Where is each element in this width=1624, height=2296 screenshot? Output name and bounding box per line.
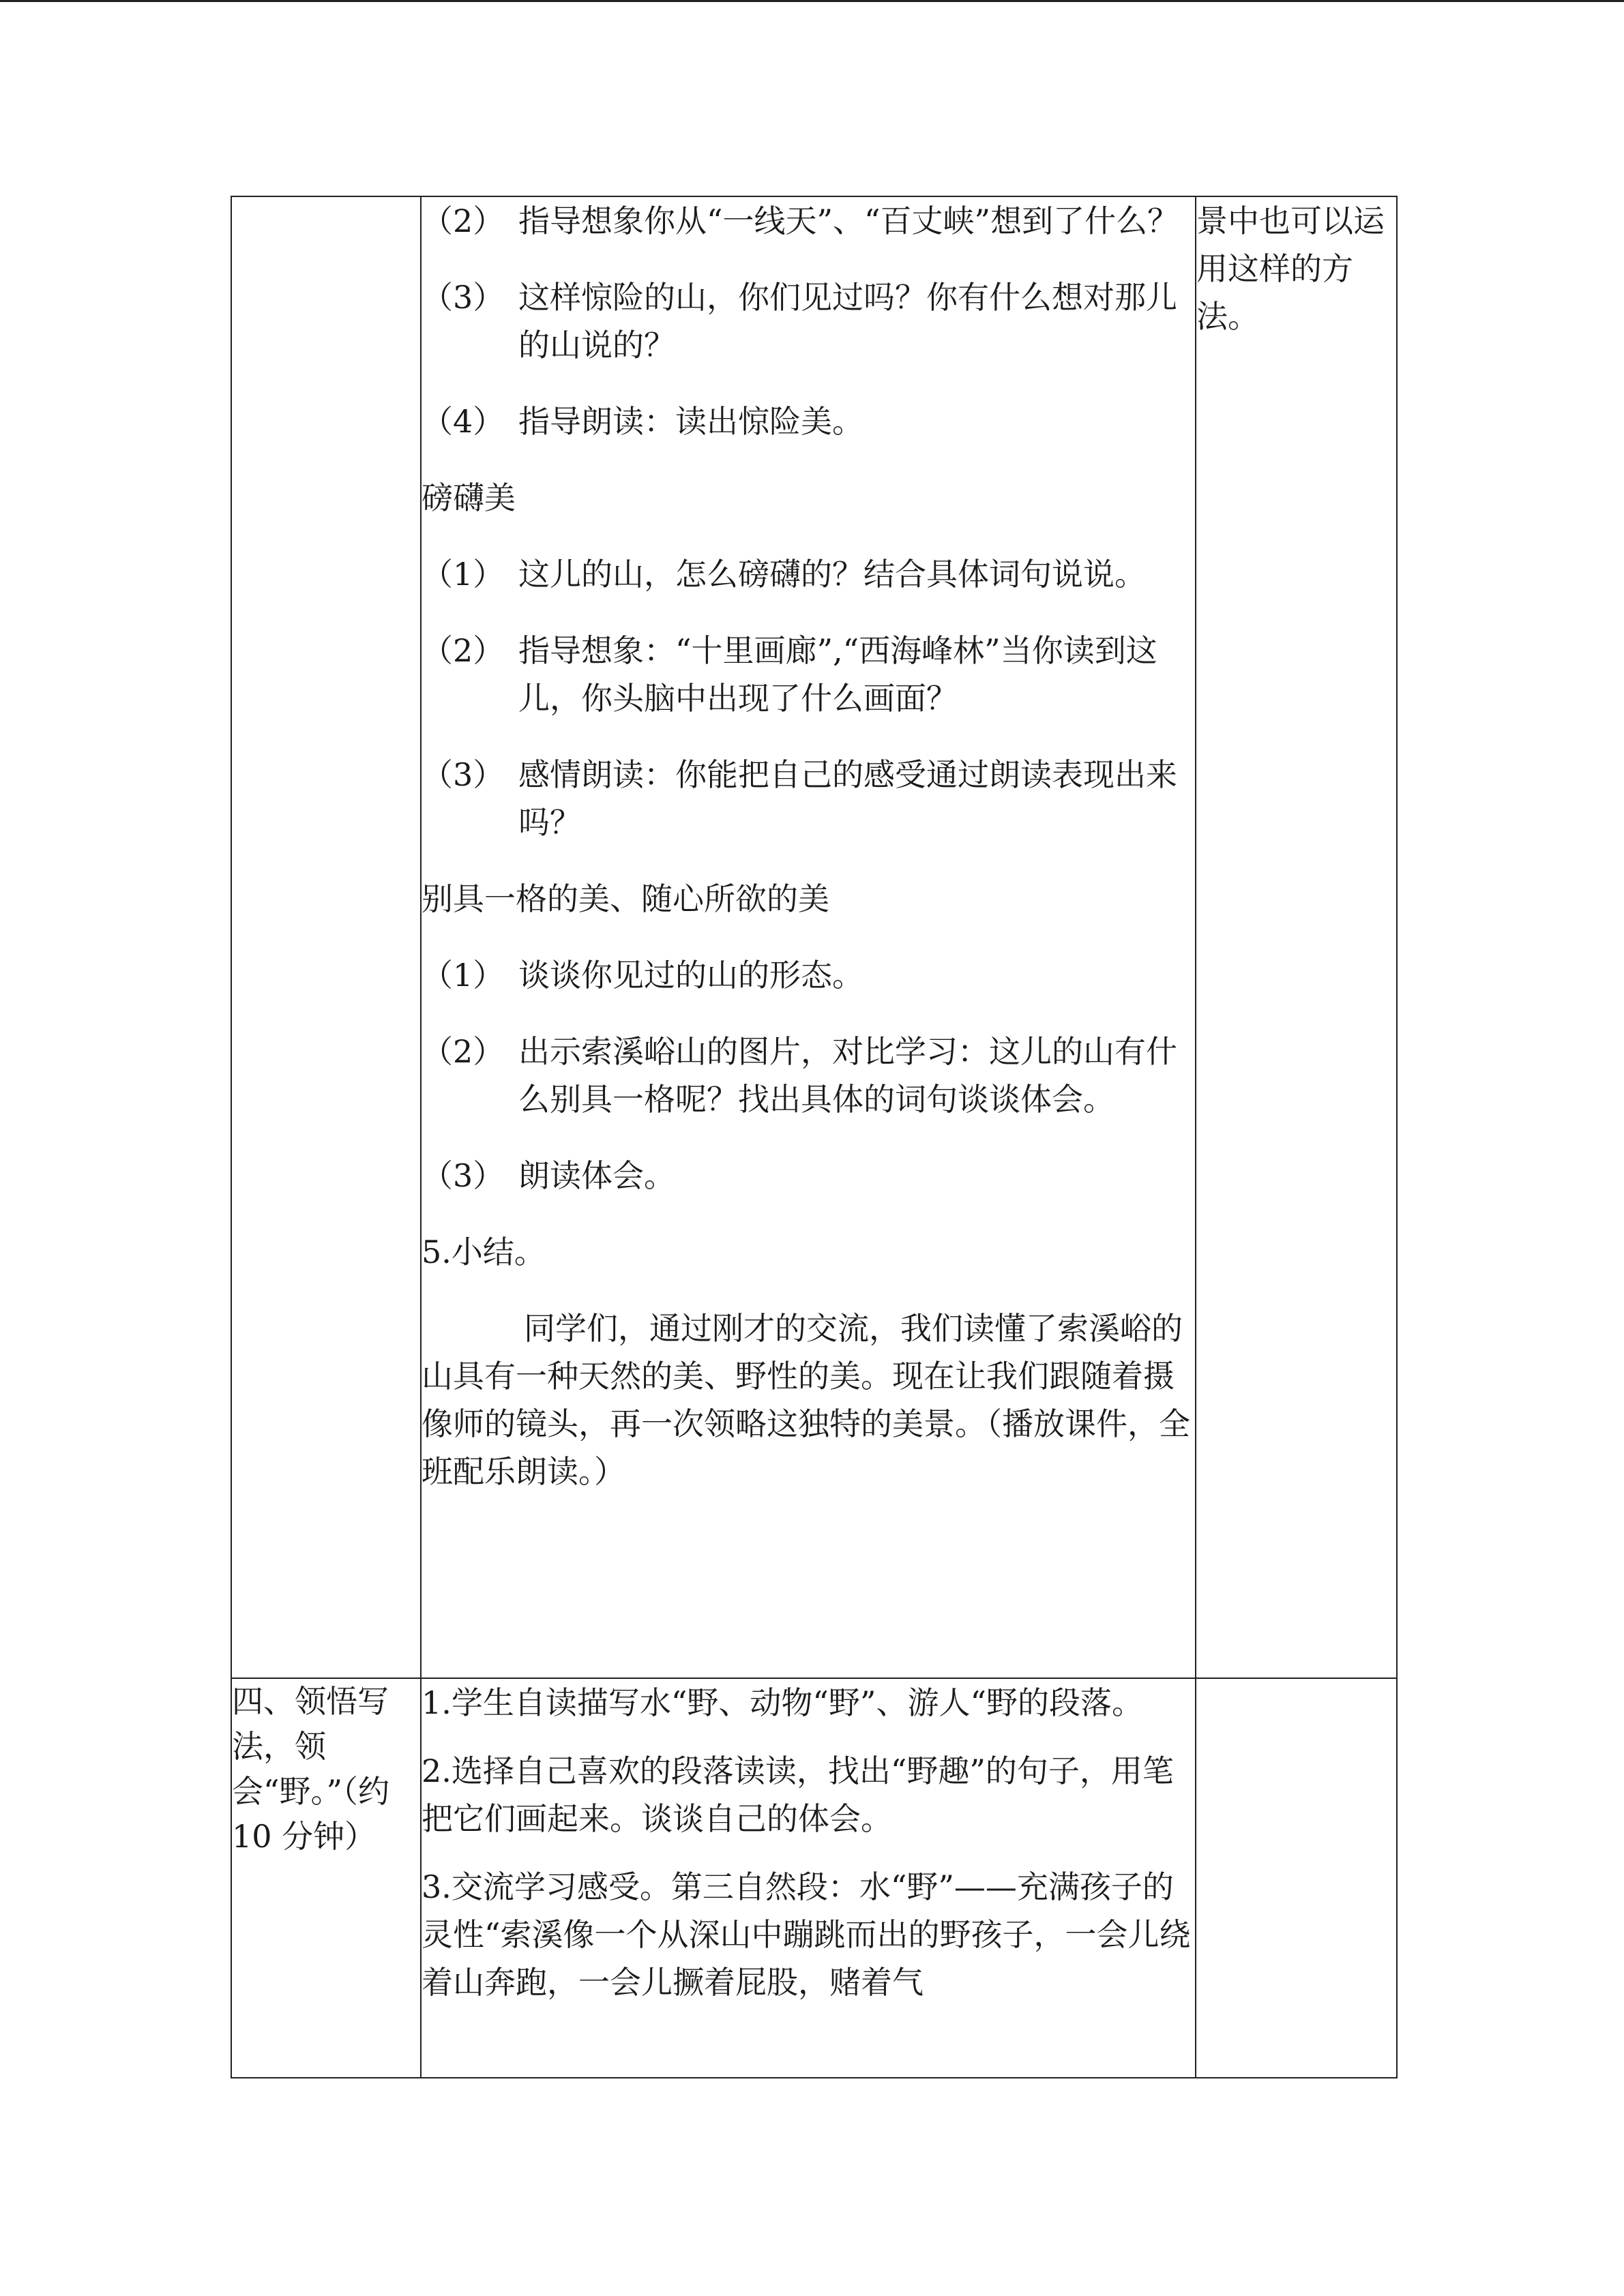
item-text: 感情朗读：你能把自己的感受通过朗读表现出来吗？	[518, 756, 1177, 841]
item-text: 指导想象：“十里画廊”,“西海峰林”当你读到这儿，你头脑中出现了什么画面？	[518, 632, 1157, 717]
item-text: 谈谈你见过的山的形态。	[518, 957, 863, 994]
activity-paragraph: 2.选择自己喜欢的段落读读，找出“野趣”的句子，用笔把它们画起来。谈谈自己的体会。	[422, 1753, 1174, 1837]
item-text: 指导想象你从“一线天”、“百丈峡”想到了什么？	[518, 203, 1179, 239]
stage-cell	[231, 1678, 421, 2078]
list-item	[422, 550, 1195, 598]
list-item	[422, 951, 1195, 999]
item-number: （3）	[422, 1157, 505, 1194]
stage-text: 四、领悟写法，领会“野。”（约 10 分钟）	[232, 1683, 390, 1855]
list-item	[422, 398, 1195, 445]
summary-paragraph: 同学们，通过刚才的交流，我们读懂了索溪峪的山具有一种天然的美、野性的美。现在让我们跟随着摄像师的镜头，再一次领略这独特的美景。（播放课件，全班配乐朗读。）	[422, 1310, 1190, 1490]
item-text: 出示索溪峪山的图片，对比学习：这儿的山有什么别具一格呢？找出具体的词句谈谈体会。	[518, 1033, 1177, 1118]
section-heading: 磅礴美	[422, 479, 516, 516]
activity-paragraph: 1.学生自读描写水“野、动物“野”、游人“野的段落。	[422, 1684, 1143, 1721]
list-item	[422, 1152, 1195, 1199]
list-item	[422, 751, 1195, 846]
item-number: （2）	[422, 1033, 505, 1070]
page-top-border	[0, 0, 1624, 2]
list-item	[422, 1028, 1195, 1123]
item-text: 这儿的山，怎么磅礴的？结合具体词句说说。	[518, 556, 1146, 593]
item-text: 这样惊险的山，你们见过吗？你有什么想对那儿的山说的？	[518, 279, 1177, 363]
list-item	[422, 273, 1195, 369]
item-number: （2）	[422, 203, 505, 239]
table-row	[231, 1678, 1397, 2078]
item-number: （2）	[422, 632, 505, 669]
item-text: 朗读体会。	[518, 1157, 675, 1194]
summary-heading: 5.小结。	[422, 1234, 546, 1270]
section-heading: 别具一格的美、随心所欲的美	[422, 880, 829, 917]
activity-paragraph: 3.交流学习感受。第三自然段：水“野”——充满孩子的灵性“索溪像一个从深山中蹦跳而出的野孩子，一会儿绕着山奔跑，一会儿撅着屁股，赌着气	[422, 1868, 1191, 2001]
lesson-plan-table	[231, 196, 1398, 2078]
design-note-text: 景中也可以运用这样的方法。	[1196, 203, 1385, 335]
table-row	[231, 196, 1397, 1678]
list-item	[422, 197, 1195, 245]
design-note-cell	[1196, 196, 1397, 1678]
item-number: （3）	[422, 756, 505, 793]
list-item	[422, 627, 1195, 722]
item-number: （1）	[422, 556, 505, 593]
design-note-cell	[1196, 1678, 1397, 2078]
activity-cell	[421, 196, 1196, 1678]
item-number: （4）	[422, 403, 505, 440]
item-text: 指导朗读：读出惊险美。	[518, 403, 863, 440]
stage-cell	[231, 196, 421, 1678]
item-number: （1）	[422, 957, 505, 994]
item-number: （3）	[422, 279, 505, 316]
activity-cell	[421, 1678, 1196, 2078]
